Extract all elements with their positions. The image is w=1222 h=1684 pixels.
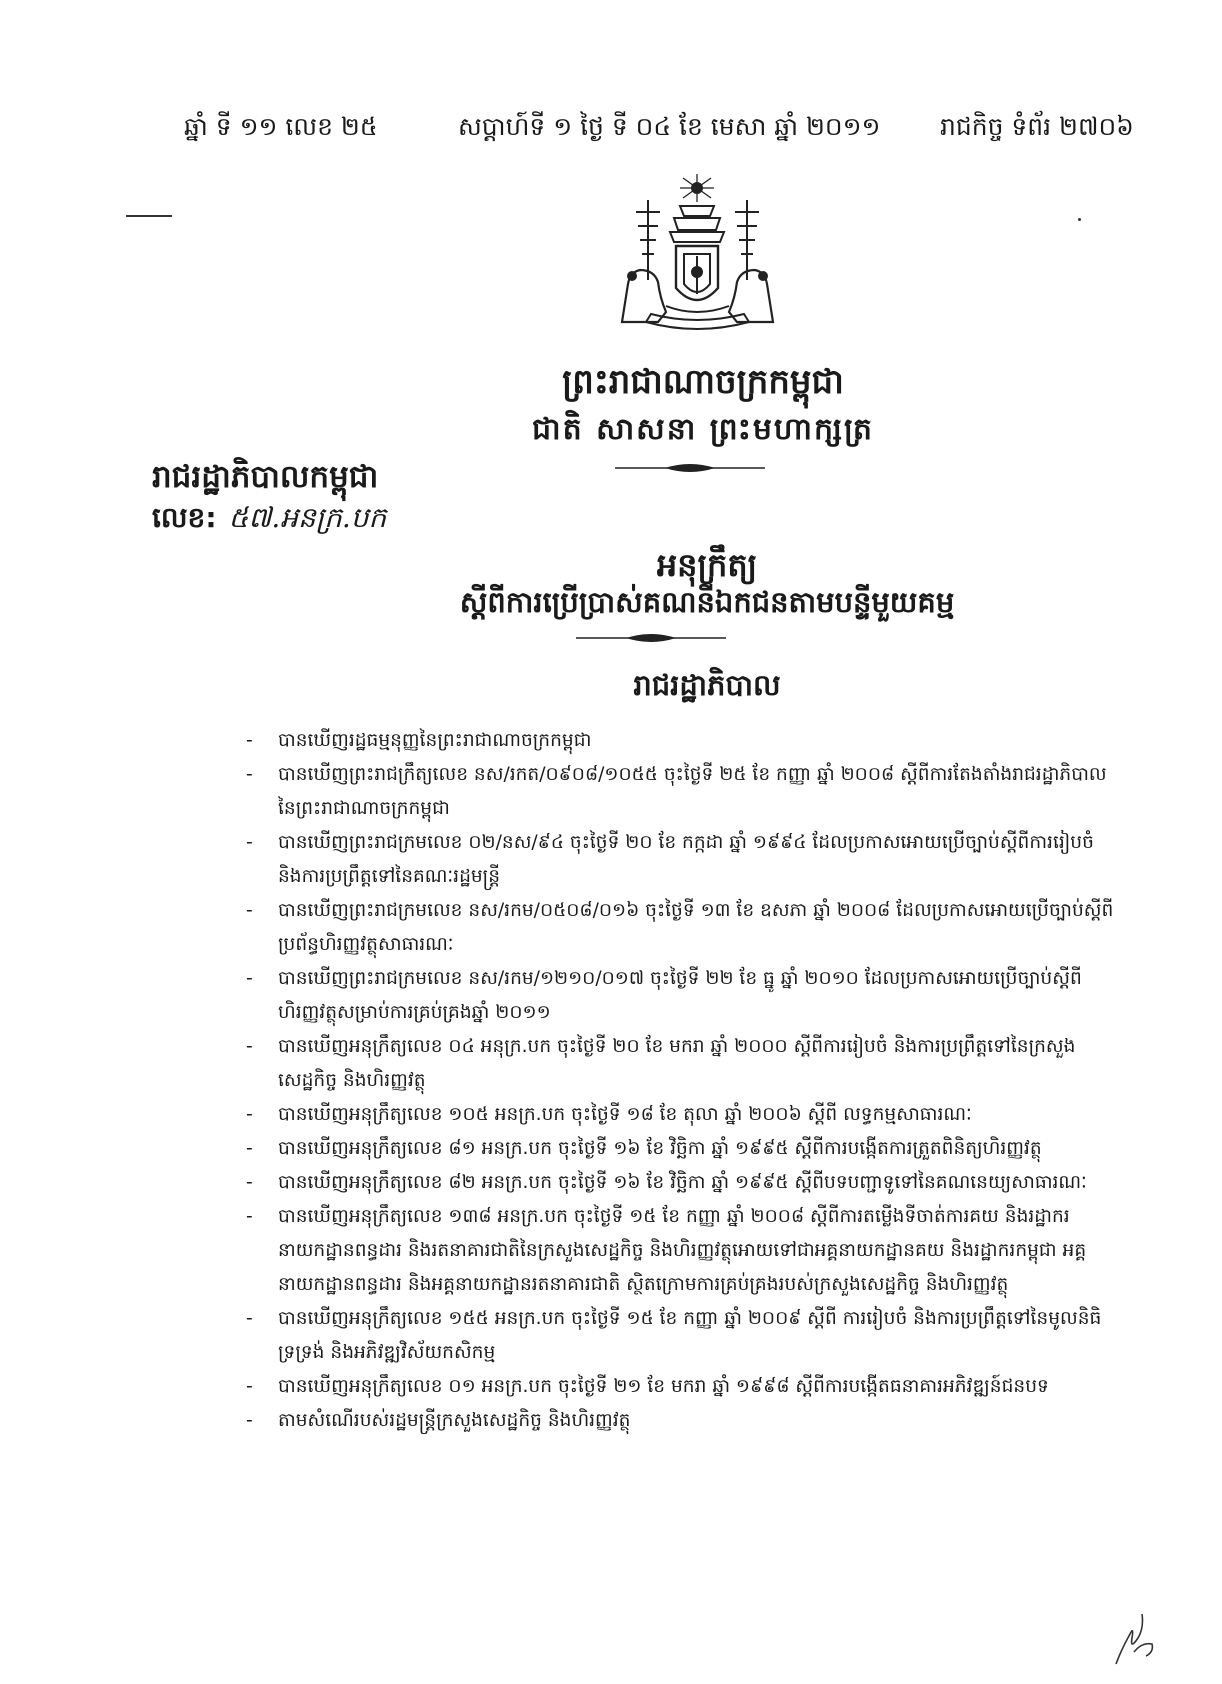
preamble-text: បានឃើញព្រះរាជក្រមលេខ នស/រកម/០៥០៨/០១៦ ចុះថ្ងៃទី ១៣ ខែ ឧសភា ឆ្នាំ ២០០៨ ដែលប្រកាសអោយប្រើច្បាប់ស្តីពី ប្រព័ន្ធហិរញ្ញវត្ថុសាធារណៈ	[278, 900, 1114, 955]
preamble-list	[246, 724, 1116, 1438]
preamble-item: - បានឃើញអនុក្រឹត្យលេខ ០៤ អនុក្រ.បក ចុះថ្ងៃទី ២០ ខែ មករា ឆ្នាំ ២០០០ ស្តីពីការរៀបចំ និងការប្រព្រឹត្តទៅនៃក្រសួងសេដ្ឋកិច្ច និងហិរញ្ញវត្ថុ	[246, 1036, 1076, 1091]
preamble-text: តាមសំណើរបស់រដ្ឋមន្ត្រីក្រសួងសេដ្ឋកិច្ច និងហិរញ្ញវត្ថុ	[278, 1410, 631, 1431]
preamble-text: បានឃើញអនុក្រឹត្យលេខ ៨១ អនក្រ.បក ចុះថ្ងៃទី ១៦ ខែ វិច្ឆិកា ឆ្នាំ ១៩៩៥ ស្តីពីការបង្កើតការត្រួតពិនិត្យហិរញ្ញវត្ថុ	[278, 1138, 1042, 1159]
preamble-item: - បានឃើញអនុក្រឹត្យលេខ ០១ អនក្រ.បក ចុះថ្ងៃទី ២១ ខែ មករា ឆ្នាំ ១៩៩៨ ស្តីពីការបង្កើតធនាគារអភិវឌ្ឍន៍ជនបទ	[246, 1376, 1049, 1397]
national-motto: ជាតិ សាសនា ព្រះមហាក្សត្រ	[532, 412, 874, 447]
preamble-item: - បានឃើញអនុក្រឹត្យលេខ ១៥៥ អនក្រ.បក ចុះថ្ងៃទី ១៥ ខែ កញ្ញា ឆ្នាំ ២០០៩ ស្តីពី ការរៀបចំ និងការប្រព្រឹត្តទៅនៃមូលនិធិទ្រទ្រង់ និងអភិវឌ្ឍវិស័យកសិកម្ម	[246, 1308, 1102, 1363]
preamble-text: បានឃើញព្រះរាជក្រមលេខ នស/រកម/១២១០/០១៧ ចុះថ្ងៃទី ២២ ខែ ធ្នូ ឆ្នាំ ២០១០ ដែលប្រកាសអោយប្រើច្បាប់ស្តីពី ហិរញ្ញវត្ថុសម្រាប់ការគ្រប់គ្រងឆ្នាំ ២០១១	[278, 968, 1082, 1023]
preamble-text: បានឃើញអនុក្រឹត្យលេខ ១៥៥ អនក្រ.បក ចុះថ្ងៃទី ១៥ ខែ កញ្ញា ឆ្នាំ ២០០៩ ស្តីពី ការរៀបចំ និងការប្រព្រឹត្តទៅនៃមូលនិធិទ្រទ្រង់ និងអភិវឌ្ឍវិស័យកសិកម្ម	[278, 1308, 1102, 1363]
royal-coat-of-arms-emblem	[610, 172, 785, 334]
document-number-value: ៥៧.អនក្រ.បក	[228, 501, 387, 534]
gazette-year-issue: ឆ្នាំ ទី ១១ លេខ ២៥	[184, 112, 378, 141]
margin-dot	[1078, 218, 1081, 221]
issuing-authority: រាជរដ្ឋាភិបាល	[633, 668, 781, 702]
preamble-item: - បានឃើញអនុក្រឹត្យលេខ ១៣៨ អនក្រ.បក ចុះថ្ងៃទី ១៥ ខែ កញ្ញា ឆ្នាំ ២០០៨ ស្តីពីការតម្លើងទីចាត់ការគយ និងរដ្ឋាករ នាយកដ្ឋានពន្ធដារ និងរតនាគារជាតិនៃក្រសួងសេដ្ឋកិច្ច និងហិរញ្ញវត្ថុអោយទៅជាអគ្គនាយកដ្ឋានគយ និងរដ្ឋាករកម្ពុជា អគ្គនាយកដ្ឋានពន្ធដារ និងអគ្គនាយកដ្ឋានរតនាគារជាតិ ស្ថិតក្រោមការគ្រប់គ្រងរបស់ក្រសួងសេដ្ឋកិច្ច និងហិរញ្ញវត្ថុ	[246, 1206, 1087, 1295]
preamble-text: បានឃើញអនុក្រឹត្យលេខ ១៣៨ អនក្រ.បក ចុះថ្ងៃទី ១៥ ខែ កញ្ញា ឆ្នាំ ២០០៨ ស្តីពីការតម្លើងទីចាត់ការគយ និងរដ្ឋាករ នាយកដ្ឋានពន្ធដារ និងរតនាគារជាតិនៃក្រសួងសេដ្ឋកិច្ច និងហិរញ្ញវត្ថុអោយទៅជាអគ្គនាយកដ្ឋានគយ និងរដ្ឋាករកម្ពុជា អគ្គនាយកដ្ឋានពន្ធដារ និងអគ្គនាយកដ្ឋានរតនាគារជាតិ ស្ថិតក្រោមការគ្រប់គ្រងរបស់ក្រសួងសេដ្ឋកិច្ច និងហិរញ្ញវត្ថុ	[278, 1206, 1087, 1295]
preamble-text: បានឃើញអនុក្រឹត្យលេខ ០៤ អនុក្រ.បក ចុះថ្ងៃទី ២០ ខែ មករា ឆ្នាំ ២០០០ ស្តីពីការរៀបចំ និងការប្រព្រឹត្តទៅនៃក្រសួងសេដ្ឋកិច្ច និងហិរញ្ញវត្ថុ	[278, 1036, 1076, 1091]
preamble-text: បានឃើញរដ្ឋធម្មនុញ្ញនៃព្រះរាជាណាចក្រកម្ពុជា	[278, 730, 592, 751]
preamble-item: - បានឃើញព្រះរាជក្រមលេខ នស/រកម/១២១០/០១៧ ចុះថ្ងៃទី ២២ ខែ ធ្នូ ឆ្នាំ ២០១០ ដែលប្រកាសអោយប្រើច្បាប់ស្តីពី ហិរញ្ញវត្ថុសម្រាប់ការគ្រប់គ្រងឆ្នាំ ២០១១	[246, 968, 1082, 1023]
decree-subject: ស្តីពីការប្រើប្រាស់គណនីឯកជនតាមបន្ទីមួយគម្ម	[459, 585, 955, 619]
kingdom-title: ព្រះរាជាណាចក្រកម្ពុជា	[562, 362, 844, 402]
preamble-text: បានឃើញព្រះរាជក្រឹត្យលេខ នស/រកត/០៩០៨/១០៥៥ ចុះថ្ងៃទី ២៥ ខែ កញ្ញា ឆ្នាំ ២០០៨ ស្តីពីការតែងតាំងរាជរដ្ឋាភិបាល នៃព្រះរាជាណាចក្រកម្ពុជា	[278, 764, 1107, 819]
preamble-text: បានឃើញអនុក្រឹត្យលេខ ១០៥ អនក្រ.បក ចុះថ្ងៃទី ១៨ ខែ តុលា ឆ្នាំ ២០០៦ ស្តីពី លទ្ធកម្មសាធារណៈ	[278, 1104, 972, 1125]
decree-title: អនុក្រឹត្យ	[656, 546, 758, 584]
preamble-item: - បានឃើញអនុក្រឹត្យលេខ ១០៥ អនក្រ.បក ចុះថ្ងៃទី ១៨ ខែ តុលា ឆ្នាំ ២០០៦ ស្តីពី លទ្ធកម្មសាធារណៈ	[246, 1104, 972, 1125]
document-number-row	[152, 500, 386, 541]
document-number-label: លេខ:	[152, 501, 217, 534]
divider-ornament-top	[615, 462, 765, 474]
government-name: រាជរដ្ឋាភិបាលកម្ពុជា	[152, 459, 379, 495]
preamble-item: - បានឃើញព្រះរាជក្រឹត្យលេខ នស/រកត/០៩០៨/១០៥៥ ចុះថ្ងៃទី ២៥ ខែ កញ្ញា ឆ្នាំ ២០០៨ ស្តីពីការតែងតាំងរាជរដ្ឋាភិបាល នៃព្រះរាជាណាចក្រកម្ពុជា	[246, 764, 1107, 819]
preamble-item: - បានឃើញអនុក្រឹត្យលេខ ៨២ អនក្រ.បក ចុះថ្ងៃទី ១៦ ខែ វិច្ឆិកា ឆ្នាំ ១៩៩៥ ស្តីពីបទបញ្ជាទូទៅនៃគណនេយ្យសាធារណៈ	[246, 1172, 1087, 1193]
preamble-text: បានឃើញអនុក្រឹត្យលេខ ០១ អនក្រ.បក ចុះថ្ងៃទី ២១ ខែ មករា ឆ្នាំ ១៩៩៨ ស្តីពីការបង្កើតធនាគារអភិវឌ្ឍន៍ជនបទ	[278, 1376, 1049, 1397]
preamble-item: - បានឃើញព្រះរាជក្រមលេខ នស/រកម/០៥០៨/០១៦ ចុះថ្ងៃទី ១៣ ខែ ឧសភា ឆ្នាំ ២០០៨ ដែលប្រកាសអោយប្រើច្បាប់ស្តីពី ប្រព័ន្ធហិរញ្ញវត្ថុសាធារណៈ	[246, 900, 1114, 955]
preamble-text: បានឃើញអនុក្រឹត្យលេខ ៨២ អនក្រ.បក ចុះថ្ងៃទី ១៦ ខែ វិច្ឆិកា ឆ្នាំ ១៩៩៥ ស្តីពីបទបញ្ជាទូទៅនៃគណនេយ្យសាធារណៈ	[278, 1172, 1087, 1193]
divider-ornament-bottom	[576, 632, 726, 644]
preamble-item: - បានឃើញអនុក្រឹត្យលេខ ៨១ អនក្រ.បក ចុះថ្ងៃទី ១៦ ខែ វិច្ឆិកា ឆ្នាំ ១៩៩៥ ស្តីពីការបង្កើតការត្រួតពិនិត្យហិរញ្ញវត្ថុ	[246, 1138, 1042, 1159]
gazette-date: សប្តាហ៍ទី ១ ថ្ងៃ ទី ០៤ ខែ មេសា ឆ្នាំ ២០១១	[458, 112, 881, 141]
preamble-item: - តាមសំណើរបស់រដ្ឋមន្ត្រីក្រសួងសេដ្ឋកិច្ច និងហិរញ្ញវត្ថុ	[246, 1410, 631, 1431]
gazette-page: រាជកិច្ច ទំព័រ ២៧០៦	[940, 112, 1134, 141]
preamble-item: - បានឃើញព្រះរាជក្រមលេខ ០២/នស/៩៤ ចុះថ្ងៃទី ២០ ខែ កក្កដា ឆ្នាំ ១៩៩៤ ដែលប្រកាសអោយប្រើច្បាប់ស្តីពីការរៀបចំ និងការប្រព្រឹត្តទៅនៃគណៈរដ្ឋមន្ត្រី	[246, 832, 1094, 887]
preamble-text: បានឃើញព្រះរាជក្រមលេខ ០២/នស/៩៤ ចុះថ្ងៃទី ២០ ខែ កក្កដា ឆ្នាំ ១៩៩៤ ដែលប្រកាសអោយប្រើច្បាប់ស្តីពីការរៀបចំ និងការប្រព្រឹត្តទៅនៃគណៈរដ្ឋមន្ត្រី	[278, 832, 1094, 887]
initials-signature	[1112, 1608, 1158, 1668]
margin-dash	[126, 215, 172, 217]
preamble-item: - បានឃើញរដ្ឋធម្មនុញ្ញនៃព្រះរាជាណាចក្រកម្ពុជា	[246, 730, 592, 751]
